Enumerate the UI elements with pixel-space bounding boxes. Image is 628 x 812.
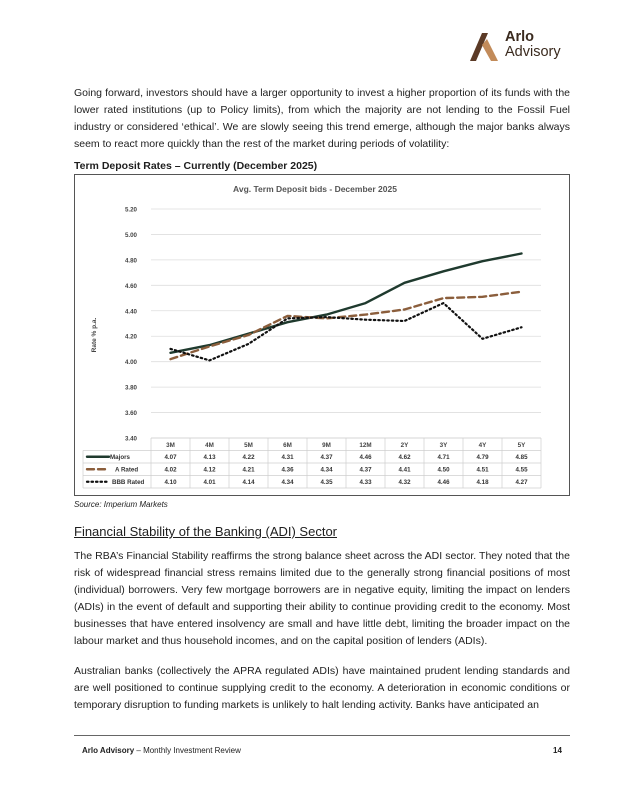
data-value-label: 4.36 [281, 466, 294, 474]
data-value-label: 4.12 [203, 466, 216, 474]
data-value-label: 4.62 [398, 454, 411, 462]
y-tick-label: 4.40 [124, 308, 137, 316]
data-value-label: 4.13 [203, 454, 216, 462]
footer-text [82, 746, 241, 755]
data-value-label: 4.37 [320, 454, 333, 462]
data-value-label: 4.71 [437, 454, 450, 462]
y-tick-label: 4.20 [124, 333, 137, 341]
data-value-label: 4.46 [437, 479, 450, 487]
data-value-label: 4.37 [359, 466, 372, 474]
data-value-label: 4.32 [398, 479, 411, 487]
data-value-label: 4.50 [437, 466, 450, 474]
x-category-label: 4M [205, 442, 214, 449]
data-value-label: 4.31 [281, 454, 294, 462]
legend-label: BBB Rated [112, 479, 145, 487]
y-tick-label: 4.00 [124, 359, 137, 367]
data-value-label: 4.34 [320, 466, 333, 474]
legend-label: A Rated [115, 466, 139, 474]
x-category-label: 5Y [517, 442, 526, 449]
data-value-label: 4.41 [398, 466, 411, 474]
arlo-logo-icon [467, 29, 501, 63]
data-value-label: 4.07 [164, 454, 177, 462]
section-heading: Financial Stability of the Banking (ADI) Sector [74, 524, 338, 539]
page-number: 14 [553, 746, 562, 755]
data-value-label: 4.10 [164, 479, 177, 487]
chart-container [74, 174, 570, 496]
x-category-label: 3M [166, 442, 175, 449]
data-value-label: 4.51 [476, 466, 489, 474]
series-line-majors [171, 254, 522, 353]
footer-divider [74, 735, 570, 736]
y-tick-label: 4.60 [124, 282, 137, 290]
chart-title: Avg. Term Deposit bids - December 2025 [233, 184, 397, 194]
legend-label: Majors [110, 454, 130, 462]
brand-logo [467, 27, 577, 67]
footer-publication: – Monthly Investment Review [134, 746, 241, 755]
data-value-label: 4.79 [476, 454, 489, 462]
x-category-label: 3Y [439, 442, 448, 449]
logo-mark-light [482, 39, 498, 61]
x-category-label: 4Y [478, 442, 487, 449]
y-tick-label: 4.80 [124, 257, 137, 265]
data-value-label: 4.33 [359, 479, 372, 487]
series-line-bbb-rated [171, 303, 522, 360]
y-tick-label: 3.60 [124, 410, 137, 418]
y-tick-label: 5.20 [124, 206, 137, 214]
x-category-label: 9M [322, 442, 331, 449]
data-value-label: 4.35 [320, 479, 333, 487]
chart-section-title: Term Deposit Rates – Currently (December 2025) [74, 160, 318, 172]
chart-ylabel: Rate % p.a. [91, 317, 98, 353]
term-deposit-line-chart [75, 175, 571, 497]
data-value-label: 4.46 [359, 454, 372, 462]
data-value-label: 4.01 [203, 479, 216, 487]
x-category-label: 12M [359, 442, 372, 449]
y-tick-label: 5.00 [124, 231, 137, 239]
brand-name [505, 30, 561, 60]
data-value-label: 4.27 [515, 479, 528, 487]
x-category-label: 6M [283, 442, 292, 449]
data-value-label: 4.55 [515, 466, 528, 474]
data-value-label: 4.22 [242, 454, 255, 462]
data-value-label: 4.14 [242, 479, 255, 487]
data-value-label: 4.34 [281, 479, 294, 487]
x-category-label: 5M [244, 442, 253, 449]
y-tick-label: 3.40 [124, 435, 137, 443]
footer-brand: Arlo Advisory [82, 746, 135, 755]
y-tick-label: 3.80 [124, 384, 137, 392]
x-category-label: 2Y [400, 442, 409, 449]
brand-name-line1: Arlo [505, 29, 534, 45]
data-value-label: 4.21 [242, 466, 255, 474]
brand-name-line2: Advisory [505, 44, 561, 60]
chart-source: Source: Imperium Markets [74, 500, 168, 509]
data-value-label: 4.85 [515, 454, 528, 462]
data-value-label: 4.18 [476, 479, 489, 487]
body-paragraph-1: The RBA’s Financial Stability reaffirms the strong balance sheet across the ADI sector. They noted that the risk of widespread financial stress remains limited due to the generally strong financial positions of most (individual) borrowers. Very few mortgage borrowers are in negative equity, limiting the impact on lenders (ADIs) in the event of default and supporting their ability to continue providing credit to the economy. Most businesses that have entered insolvency are small and have little debt, limiting the broader impact on the labour market and thus household incomes, and on the capital position of lenders (ADIs). [74, 550, 570, 647]
body-paragraph-2: Australian banks (collectively the APRA regulated ADIs) have maintained prudent lending standards and are well positioned to continue supplying credit to the economy. A deterioration in economic conditions or temporary disruption to funding markets is unlikely to halt lending activity. Banks have anticipated an [74, 665, 570, 711]
data-value-label: 4.02 [164, 466, 177, 474]
intro-paragraph: Going forward, investors should have a larger opportunity to invest a higher proportion of its funds with the lower rated institutions (up to Policy limits), from which the majority are not lending to the Fossil Fuel industry or considered ‘ethical’. We are slowly seeing this trend emerge, although the major banks always seem to react more quickly than the rest of the market during periods of volatility: [74, 87, 570, 150]
